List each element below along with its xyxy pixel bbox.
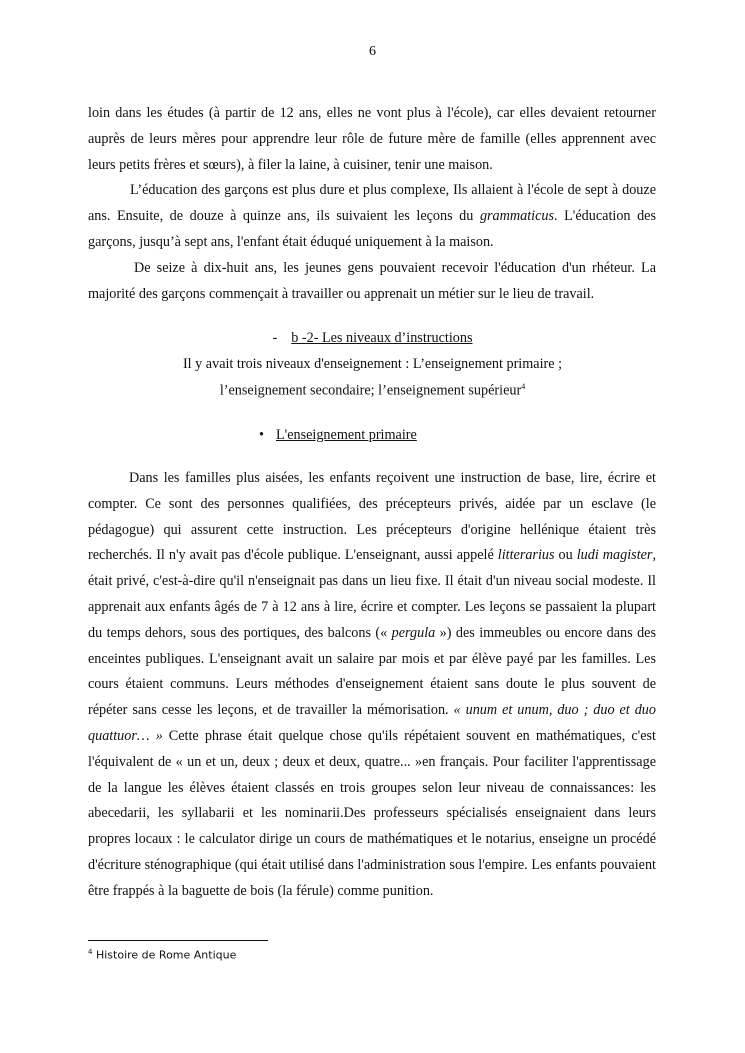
term-grammaticus: grammaticus xyxy=(479,208,555,225)
heading-dash: - xyxy=(272,330,278,346)
text-run: ou xyxy=(554,547,577,564)
text-run: L’éducation des garçons est plus dure et plus complexe, Ils allaient à l'école de sept à douze ans. Ensuite, de douze à quinze ans, ils suivaient les leçons du xyxy=(88,182,656,225)
latin-quote: « unum et unum, duo ; duo et duo quattuor… » xyxy=(88,702,656,744)
term-litterarius: litterarius xyxy=(497,547,555,564)
text-run: . L'éducation des garçons, jusqu’à sept ans, l'enfant était éduqué uniquement à la maison. xyxy=(88,208,656,250)
paragraph-girls-education: loin dans les études (à partir de 12 ans, elles ne vont plus à l'école), car elles devaient retourner auprès de leurs mères pour apprendre leur rôle de future mère de famille (elles apprennent avec leurs petits frères et sœurs), à filer la laine, à cuisiner, tenir une maison. xyxy=(88,105,656,173)
subsection-title: L'enseignement primaire xyxy=(275,427,417,443)
term-ludi-magister: ludi magister xyxy=(576,547,653,564)
levels-text: l’enseignement secondaire; l’enseignement supérieur xyxy=(219,382,522,399)
text-run: Dans les familles plus aisées, les enfants reçoivent une instruction de base, lire, écrire et compter. Ce sont des personnes qualifiées, des précepteurs privés, aidée par un esclave (le pédagogue) qui assurent cette instruction. Les précepteurs d'origine hellénique étaient très recherchés. Il n'y avait pas d'école publique. L'enseignant, aussi appelé xyxy=(88,470,656,564)
paragraph-rhetor: De seize à dix-huit ans, les jeunes gens pouvaient recevoir l'éducation d'un rhéteur. La majorité des garçons commençait à travailler ou apprenait un métier sur le lieu de travail. xyxy=(88,259,656,302)
levels-line-2 xyxy=(0,382,745,400)
section-title: b -2- Les niveaux d’instructions xyxy=(291,330,473,346)
text-run: , était privé, c'est-à-dire qu'il n'enseignait pas dans un lieu fixe. Il était d'un niveau social modeste. Il apprenait aux enfants âgés de 7 à 12 ans à lire, écrire et compter. Les leçons se passaient la plupart du temps dehors, sous des portiques, des balcons (« xyxy=(88,547,656,641)
footnote-number: 4 xyxy=(88,948,93,956)
footnote-text: Histoire de Rome Antique xyxy=(95,948,237,962)
intro-text xyxy=(88,101,656,307)
primary-education-text xyxy=(88,466,656,905)
term-pergula: pergula xyxy=(391,624,436,641)
footnote-separator xyxy=(88,940,268,941)
subsection-heading xyxy=(259,427,417,444)
levels-line-1: Il y avait trois niveaux d'enseignement : L’enseignement primaire ; xyxy=(182,356,563,372)
paragraph-primary-education xyxy=(88,466,656,905)
footnote xyxy=(88,948,236,962)
text-run: Cette phrase était quelque chose qu'ils répétaient souvent en mathématiques, c'est l'équivalent de « un et un, deux ; deux et deux, quatre... »en français. Pour faciliter l'apprentissage de la langue les élèves étaient classés en trois groupes selon leur niveau de connaissances: les abecedarii, les syllabarii et les nominarii.Des professeurs spécialisés enseignaient dans leurs propres locaux : le calculator dirige un cours de mathématiques et le notarius, enseigne un procédé d'écriture sténographique (qui était utilisé dans l'administration sous l'empire. Les enfants pouvaient être frappés à la baguette de bois (la férule) comme punition. xyxy=(88,727,656,899)
page-number: 6 xyxy=(369,44,376,59)
text-run: ») des immeubles ou encore dans des enceintes publiques. L'enseignant avait un salaire par mois et par élève payé par les familles. Les cours étaient communs. Leurs méthodes d'enseignement étaient sans doute le plus souvent de répéter sans cesse les leçons, et de travailler la mémorisation. xyxy=(88,624,656,719)
section-heading xyxy=(0,330,745,347)
paragraph-boys-education xyxy=(88,178,656,255)
footnote-reference: 4 xyxy=(521,382,526,391)
bullet-icon: • xyxy=(259,427,264,443)
